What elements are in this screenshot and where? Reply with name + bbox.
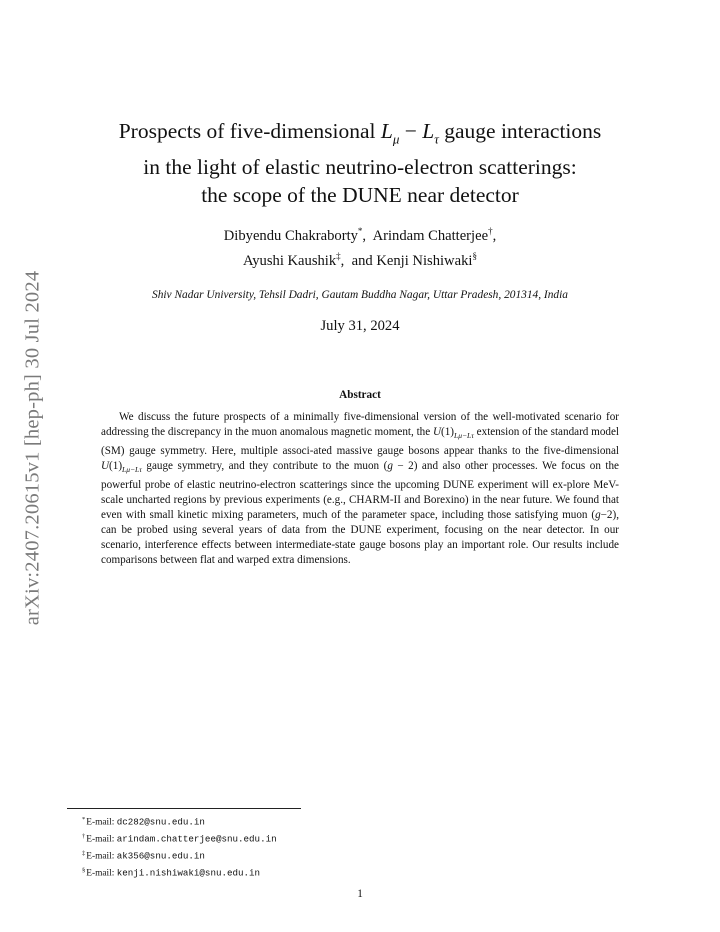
footnote: †E-mail: arindam.chatterjee@snu.edu.in [82,833,277,845]
affiliation: Shiv Nadar University, Tehsil Dadri, Gautam Buddha Nagar, Uttar Pradesh, 201314, India [152,289,568,301]
abstract-body: We discuss the future prospects of a minimally five-dimensional version of the well-motivated scenario for addressing the discrepancy in the muon anomalous magnetic moment, the $U(1)_{L\mu-L\tau}$ extension of the standard model (SM) gauge symmetry. Here, multiple associ-ated massive gauge bosons appear thanks to the five-dimensional $U(1)_{L\mu-L\tau}$ gauge symmetry, and they contribute to the muon (g − 2) and also other processes. We focus on the powerful probe of elastic neutrino-electron scatterings since the upcoming DUNE experiment will ex-plore MeV-scale uncharted regions by previous experiments (e.g., CHARM-II and Borexino) in the near future. We found that even with small kinetic mixing parameters, much of the parameter space, including those satisfying muon (g−2), can be probed using several years of data from the DUNE experiment, focusing on the near detector. In our scenario, interference effects between intermediate-state gauge bosons play an important role. Our results include comparisons between flat and warped extra dimensions. [101,411,619,566]
author-conjunction: and [351,253,373,269]
author-name: Kenji Nishiwaki [376,253,473,269]
author-name: Dibyendu Chakraborty [223,228,358,244]
title-line-3: the scope of the DUNE near detector [201,183,519,208]
abstract-heading: Abstract [339,389,381,401]
author-mark: † [488,226,493,237]
footnote: ‡E-mail: ak356@snu.edu.in [82,850,205,862]
author-list [60,224,660,274]
arxiv-identifier: arXiv:2407.20615v1 [hep-ph] 30 Jul 2024 [21,270,44,626]
author-mark: ‡ [336,251,341,262]
email-address[interactable]: arindam.chatterjee@snu.edu.in [116,833,277,845]
email-address[interactable]: kenji.nishiwaki@snu.edu.in [116,867,261,879]
title-line-1: Prospects of five-dimensional $L_\mu - L_\tau$ gauge interactions [118,119,602,147]
page-number: 1 [357,888,363,900]
author-mark: * [357,226,363,237]
author-mark: § [472,251,477,262]
email-address[interactable]: ak356@snu.edu.in [116,850,205,862]
email-address[interactable]: dc282@snu.edu.in [116,816,205,828]
author-name: Arindam Chatterjee [372,228,489,244]
footnotes [82,813,277,881]
title-line-2: in the light of elastic neutrino-electron scatterings: [143,155,577,180]
author-line-2: Ayushi Kaushik‡, and Kenji Nishiwaki§ [243,251,477,269]
footnote: *E-mail: dc282@snu.edu.in [82,816,205,828]
footnote: §E-mail: kenji.nishiwaki@snu.edu.in [82,867,261,879]
publication-date: July 31, 2024 [320,318,400,334]
author-line-1: Dibyendu Chakraborty*, Arindam Chatterjee†, [223,226,497,244]
author-name: Ayushi Kaushik [243,253,337,269]
footnote-rule [67,808,301,809]
paper-title [60,117,660,209]
